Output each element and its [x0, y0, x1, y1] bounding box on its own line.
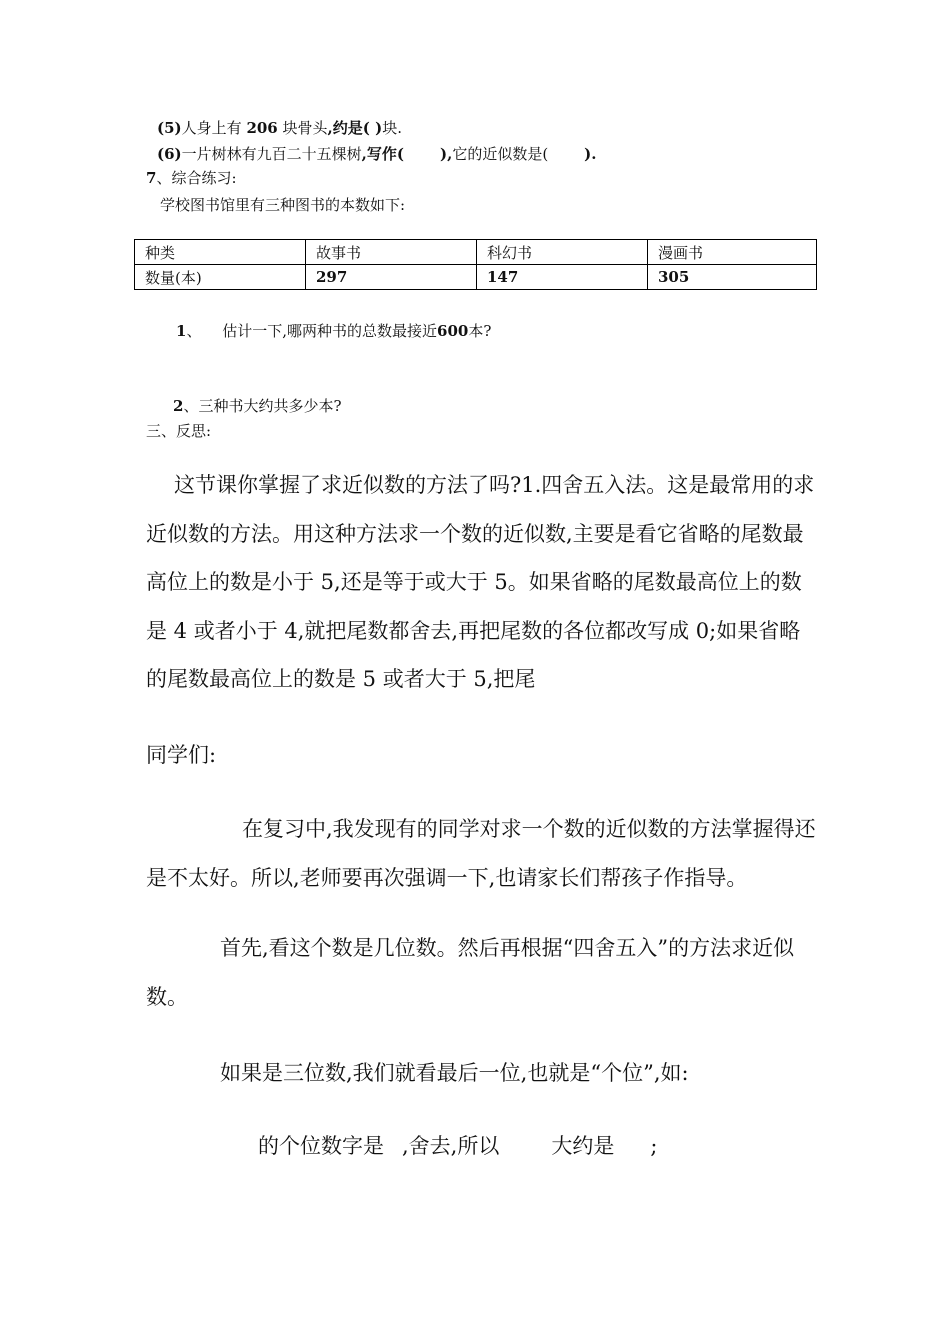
table-cell: 297 [306, 265, 477, 290]
q6-text3: ), [439, 145, 453, 163]
section-3-heading: 三、反思: [146, 422, 212, 440]
q1-number2: 600 [437, 322, 469, 340]
table-cell: 数量(本) [135, 265, 306, 290]
q2-number: 2 [173, 397, 184, 415]
q5-text1: 人身上有 [181, 119, 242, 137]
q5-prefix: (5) [157, 119, 182, 137]
q6-text2: ,写作( [361, 145, 404, 163]
table-cell: 科幻书 [477, 240, 648, 265]
example-part-3: 大约是 [551, 1134, 615, 1158]
q6-prefix: (6) [157, 145, 182, 163]
question-5 [157, 118, 402, 138]
letter-paragraph-3: 如果是三位数,我们就看最后一位,也就是“个位”,如: [220, 1061, 689, 1085]
q2-text: 、三种书大约共多少本? [183, 397, 342, 415]
q5-text2: 块骨头 [282, 119, 328, 137]
question-2 [173, 396, 341, 416]
q1-sep: 、 [186, 322, 202, 340]
example-part-2: ,舍去,所以 [402, 1134, 500, 1158]
q1-text2: 本? [468, 322, 492, 340]
table-cell: 漫画书 [648, 240, 817, 265]
section-7-title: 、综合练习: [156, 169, 237, 187]
reflection-paragraph: 这节课你掌握了求近似数的方法了吗?1.四舍五入法。这是最常用的求近似数的方法。用这种方法求一个数的近似数,主要是看它省略的尾数最高位上的数是小于 5,还是等于或大于 5。如果省略的尾数最高位上的数是 4 或者小于 4,就把尾数都舍去,再把尾数的各位都改写成 0;如果省略的尾数最高位上的数是 5 或者大于 5,把尾 [146, 473, 815, 691]
example-part-4: ; [650, 1134, 658, 1158]
q1-text: 估计一下,哪两种书的总数最接近 [222, 322, 438, 340]
letter-paragraph-2: 首先,看这个数是几位数。然后再根据“四舍五入”的方法求近似数。 [146, 936, 795, 1009]
greeting: 同学们: [146, 743, 217, 767]
q6-text4: 它的近似数是( [452, 145, 549, 163]
table-header-row [135, 240, 817, 265]
table-cell: 故事书 [306, 240, 477, 265]
q5-text3: ,约是 [327, 119, 363, 137]
intro-text: 学校图书馆里有三种图书的本数如下: [160, 196, 406, 214]
q1-number: 1 [176, 322, 187, 340]
example-part-1: 的个位数字是 [258, 1134, 384, 1158]
question-1 [176, 321, 491, 341]
q6-text1: 一片树林有九百二十五棵树 [181, 145, 362, 163]
letter-paragraph-1: 在复习中,我发现有的同学对求一个数的近似数的方法掌握得还是不太好。所以,老师要再次强调一下,也请家长们帮孩子作指导。 [146, 817, 816, 890]
books-table [134, 239, 817, 290]
table-cell: 305 [648, 265, 817, 290]
question-6 [157, 144, 597, 164]
q6-text5: ). [584, 145, 597, 163]
example-line [258, 1131, 657, 1161]
section-7-heading [146, 168, 237, 188]
q5-paren: ( ) [362, 119, 383, 137]
q5-number: 206 [246, 119, 278, 137]
table-cell: 种类 [135, 240, 306, 265]
q5-text4: 块. [382, 119, 402, 137]
section-7-number: 7 [146, 169, 157, 187]
table-row [135, 265, 817, 290]
table-cell: 147 [477, 265, 648, 290]
